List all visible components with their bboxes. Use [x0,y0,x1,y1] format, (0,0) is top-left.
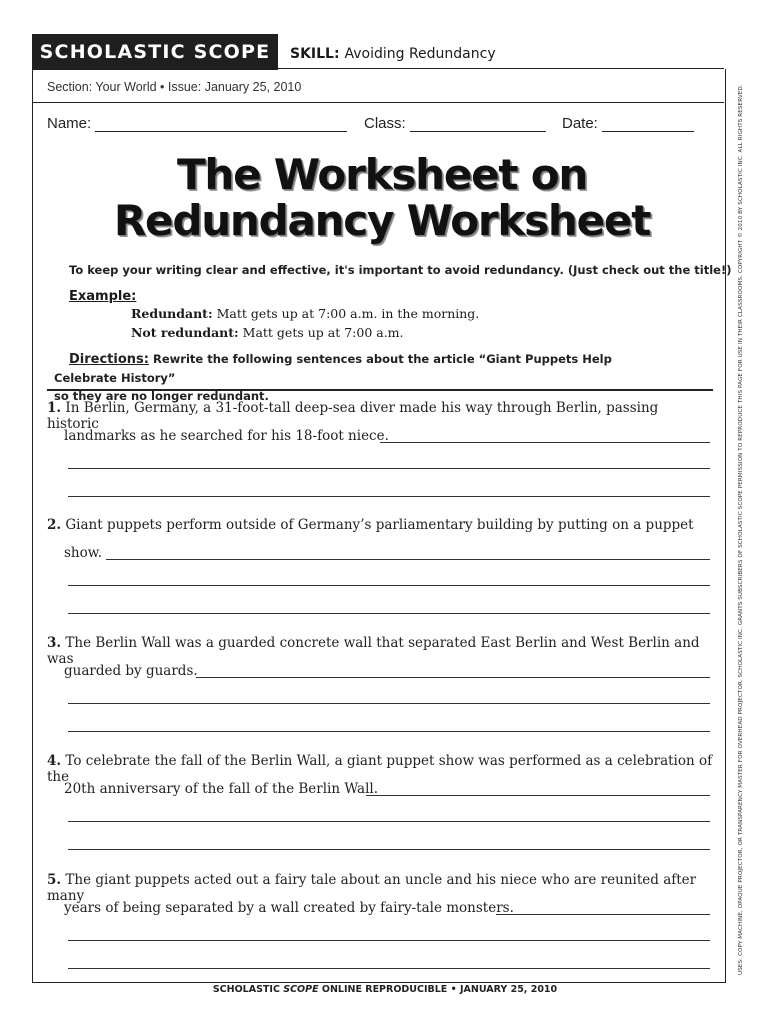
answer-line[interactable] [68,968,710,969]
worksheet-title [32,152,732,244]
title-line-2: Redundancy Worksheet [113,196,651,245]
intro-text: To keep your writing clear and effective, it's important to avoid redundancy. (Just check out the title!) [69,263,732,277]
directions-divider [47,389,713,391]
section-divider [32,102,724,103]
directions-text-1: Rewrite the following sentences about the article “Giant Puppets Help Celebrate History” [54,352,612,385]
question-text-line-1: The Berlin Wall was a guarded concrete wall that separated East Berlin and West Berlin and was [47,635,700,667]
copyright-notice: USES: COPY MACHINE, OPAQUE PROJECTOR, OR TRANSPARENCY MASTER FOR OVERHEAD PROJECTOR. SCHOLASTIC INC. GRANTS SUBSCRIBERS OF SCHOLASTIC SCOPE PERMISSION TO REPRODUCE THIS PAGE FOR USE IN THEIR CLASSROOMS. COPYRIGHT © 2010 BY SCHOLASTIC INC. ALL RIGHTS RESERVED. [738,84,744,975]
directions-label: Directions: [69,352,149,367]
name-field[interactable] [47,115,347,132]
answer-line[interactable] [68,849,710,850]
name-label: Name: [47,115,92,132]
answer-line[interactable] [68,940,710,941]
question-number: 5. [47,872,62,888]
name-blank[interactable] [95,117,347,132]
answer-line[interactable] [68,703,710,704]
date-label: Date: [562,115,598,132]
brand-logo: SCHOLASTIC SCOPE [32,34,278,70]
footer-italic: SCOPE [283,984,319,995]
question-text-line-2: 20th anniversary of the fall of the Berlin Wall. [64,781,379,797]
directions-text-2: so they are no longer redundant. [54,389,269,403]
question-text-line-2: guarded by guards. [64,663,198,679]
example-label: Example: [69,289,137,304]
example-redundant [131,306,479,321]
redundant-text: Matt gets up at 7:00 a.m. in the morning. [216,306,480,321]
answer-line[interactable] [68,468,710,469]
answer-line[interactable] [106,559,710,560]
answer-line[interactable] [68,821,710,822]
question-number: 2. [47,517,62,533]
skill-heading [290,46,496,62]
question-2 [47,517,713,533]
answer-line[interactable] [68,496,710,497]
directions [54,350,674,405]
header-rule [278,68,724,69]
question-text-line-1: In Berlin, Germany, a 31-foot-tall deep-sea diver made his way through Berlin, passing historic [47,400,659,432]
question-text-line-2: years of being separated by a wall created by fairy-tale monsters. [64,900,514,916]
footer-post: ONLINE REPRODUCIBLE • JANUARY 25, 2010 [318,984,558,995]
skill-value: Avoiding Redundancy [344,46,496,62]
answer-line[interactable] [366,795,710,796]
not-redundant-text: Matt gets up at 7:00 a.m. [242,325,404,340]
title-line-1: The Worksheet on [176,150,588,199]
answer-line[interactable] [68,613,710,614]
question-text-line-1: The giant puppets acted out a fairy tale about an uncle and his niece who are reunited after many [47,872,697,904]
section-issue-line: Section: Your World • Issue: January 25, 2010 [47,80,302,94]
question-text-line-2: landmarks as he searched for his 18-foot niece. [64,428,389,444]
question-text-line-1: To celebrate the fall of the Berlin Wall, a giant puppet show was performed as a celebration of the [47,753,713,785]
question-number: 4. [47,753,62,769]
class-blank[interactable] [410,117,546,132]
question-text-line-1: Giant puppets perform outside of Germany’s parliamentary building by putting on a puppet [65,517,694,533]
date-blank[interactable] [602,117,694,132]
answer-line[interactable] [68,731,710,732]
example-not-redundant [131,325,404,340]
class-field[interactable] [364,115,546,132]
answer-line[interactable] [496,914,710,915]
skill-label: SKILL: [290,46,340,62]
not-redundant-label: Not redundant: [131,325,239,340]
date-field[interactable] [562,115,694,132]
redundant-label: Redundant: [131,306,213,321]
answer-line[interactable] [196,677,710,678]
page-footer [0,984,770,995]
footer-pre: SCHOLASTIC [212,984,284,995]
answer-line[interactable] [68,585,710,586]
question-number: 1. [47,400,62,416]
question-number: 3. [47,635,62,651]
question-text-line-2: show. [64,545,102,561]
class-label: Class: [364,115,406,132]
answer-line[interactable] [380,442,710,443]
